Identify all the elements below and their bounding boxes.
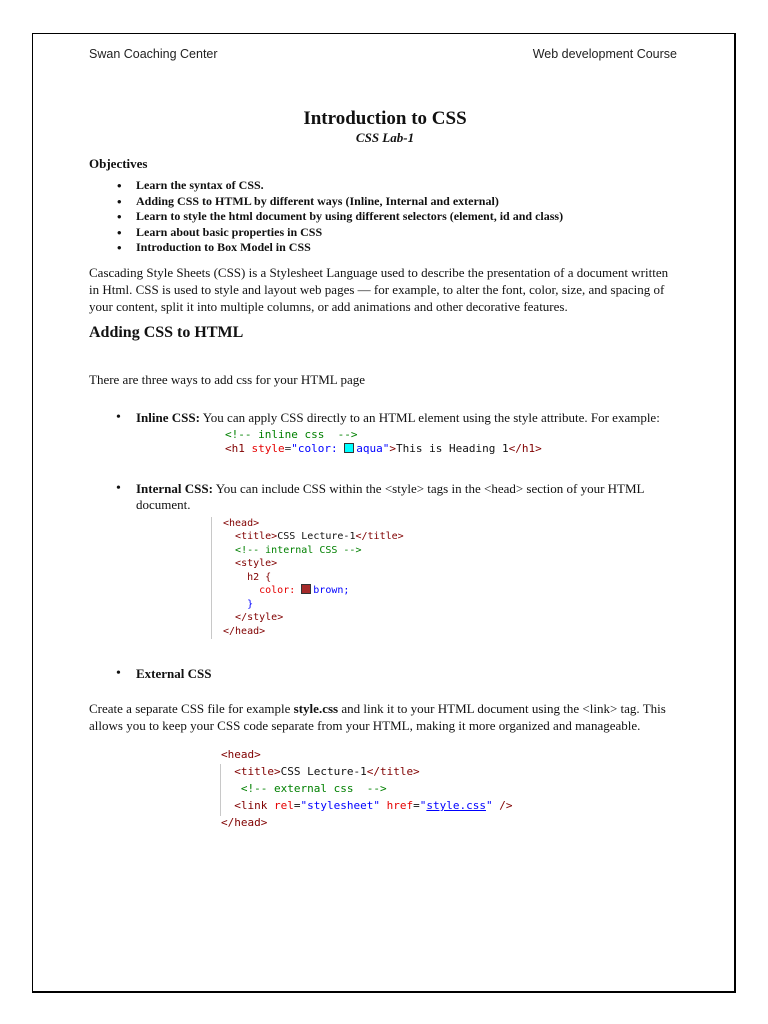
section-heading: Adding CSS to HTML [89,323,244,341]
code-head-close: </head> [221,816,268,829]
document-subtitle: CSS Lab-1 [355,130,415,145]
external-text-pre: Create a separate CSS file for example [89,701,294,716]
code-title-open: <title> [235,531,278,542]
code-title-text: CSS Lecture-1 [277,531,356,542]
code-value: "color: [291,442,345,455]
code-style-close: </style> [235,612,284,623]
code-color-word: aqua [356,442,383,455]
code-comment: <!-- inline css --> [225,427,358,441]
code-gt: > [389,442,396,455]
code-head-close: </head> [223,625,266,637]
code-selector: h2 { [247,571,272,583]
code-comment: <!-- internal CSS --> [235,544,362,556]
code-brace-close: } [247,598,254,610]
objectives-heading: Objectives [89,156,148,171]
code-rel-val: "stylesheet" [300,799,380,812]
code-href-q2: " [485,799,493,812]
code-href-val: style.css [426,799,486,812]
objective-item: • Learn to style the html document by using different selectors (element, id and class) [136,209,681,225]
code-close-tag: </h1> [508,442,542,455]
code-title-close: </title> [366,765,420,778]
code-head-open: <head> [223,517,260,529]
objective-item: • Learn the syntax of CSS. [136,178,681,194]
code-eq: = [284,442,292,455]
code-attr: style [251,442,285,455]
code-value-end: " [382,442,390,455]
code-head-open: <head> [221,748,261,761]
header-right: Web development Course [532,47,677,61]
inline-css-text: You can apply CSS directly to an HTML element using the style attribute. For example: [199,409,660,425]
internal-code-block [223,517,681,639]
internal-css-item [89,481,681,513]
code-link-open: <link [234,799,274,812]
color-swatch [301,584,311,594]
code-title-open: <title> [234,765,281,778]
external-paragraph [89,700,681,734]
external-text-bold: style.css [293,701,339,716]
header-left: Swan Coaching Center [89,47,218,61]
code-comment: <!-- external css --> [240,782,387,795]
color-swatch [344,443,354,453]
code-title-text: CSS Lecture-1 [280,765,367,778]
objective-item: • Introduction to Box Model in CSS [136,240,681,256]
inline-css-item [89,410,681,426]
code-text: This is Heading 1 [395,442,509,455]
bullet-dot: • [116,409,121,425]
objective-item: • Learn about basic properties in CSS [136,225,681,241]
external-code-block: <head> <title>CSS Lecture-1</title> <!-- external css --> <link rel="stylesheet" href="style.css" /> </head> [221,748,513,829]
external-css-item [89,666,681,682]
code-style-open: <style> [235,558,278,569]
bullet-dot: • [116,666,121,681]
code-prop: color: [259,585,302,596]
code-tag: <h1 [225,442,252,455]
code-title-close: </title> [355,531,404,542]
external-css-label: External CSS [136,666,212,681]
objectives-list [89,178,681,256]
internal-css-label: Internal CSS: [136,480,213,496]
code-rel-attr: rel [274,799,294,812]
document-title: Introduction to CSS [303,108,467,129]
inline-css-label: Inline CSS: [136,409,200,425]
external-text-post: and link it to your HTML document using the <link> tag. This allows you to keep your CSS code separate from your HTML, making it more organized and manageable. [89,701,666,733]
objective-item: • Adding CSS to HTML by different ways (Inline, Internal and external) [136,194,681,210]
intro-paragraph: Cascading Style Sheets (CSS) is a Stylesheet Language used to describe the presentation of a document written in Html. CSS is used to style and layout web pages — for example, to alter the font, color, size, and spacing of your content, split it into multiple columns, or add animations and other decorative features. [89,264,669,314]
code-link-close: /> [492,799,513,812]
document-body [89,108,681,831]
inline-code-block [225,428,681,457]
code-value: brown; [313,585,350,596]
ways-intro: There are three ways to add css for your HTML page [89,371,366,387]
code-href-q1: " [419,799,427,812]
internal-css-text: You can include CSS within the <style> tags in the <head> section of your HTML document. [136,480,645,512]
code-href-attr: href [386,799,414,812]
bullet-dot: • [116,480,121,496]
